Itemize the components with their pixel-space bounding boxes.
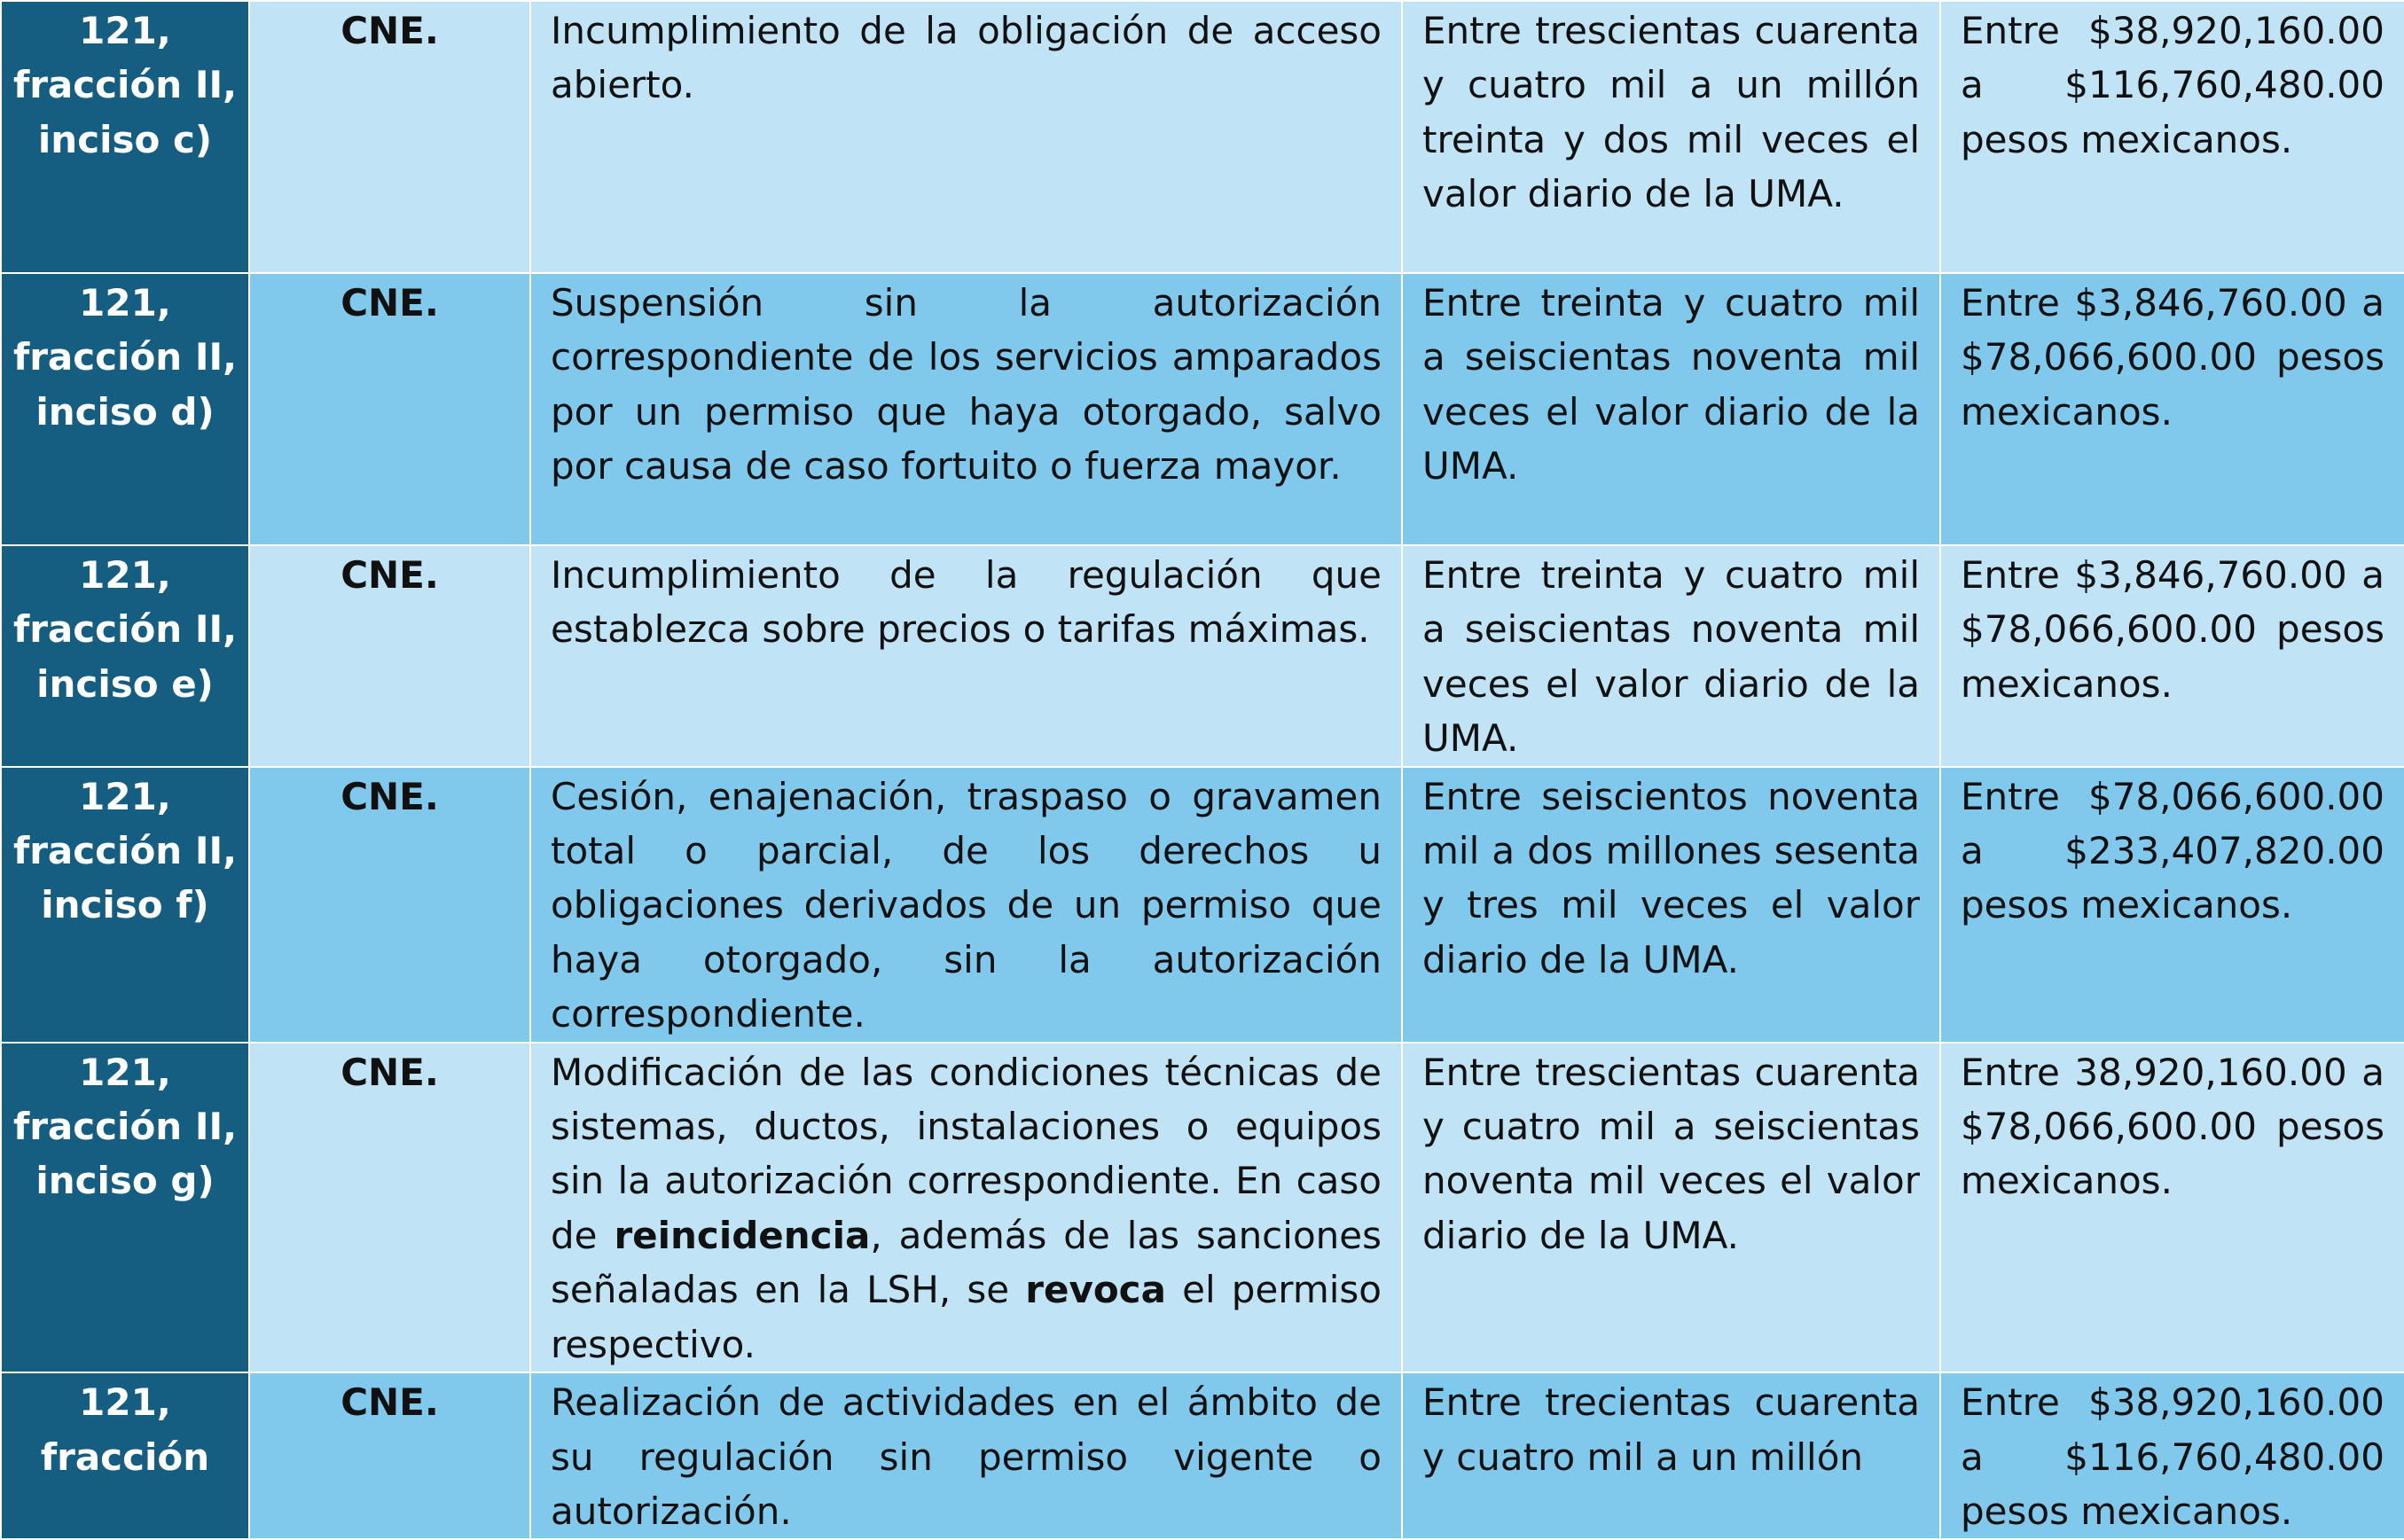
conduct-cell: Cesión, enajenación, traspaso o gravamen total o parcial, de los derechos u obligaciones derivados de un permiso que haya otorgado, sin la autorización correspondiente. xyxy=(530,767,1402,1043)
table-row xyxy=(1,1,2404,273)
article-cell: 121, fracción xyxy=(1,1372,249,1539)
table-row xyxy=(1,273,2404,545)
authority-cell: CNE. xyxy=(249,273,530,545)
authority-cell: CNE. xyxy=(249,1,530,273)
conduct-cell: Suspensión sin la autorización correspondiente de los servicios amparados por un permiso que haya otorgado, salvo por causa de caso fortuito o fuerza mayor. xyxy=(530,273,1402,545)
uma-range-cell: Entre trescientas cuarenta y cuatro mil a un millón treinta y dos mil veces el valor diario de la UMA. xyxy=(1402,1,1940,273)
amount-cell: Entre $3,846,760.00 a $78,066,600.00 pesos mexicanos. xyxy=(1940,273,2404,545)
conduct-cell xyxy=(530,1043,1402,1372)
amount-cell: Entre $38,920,160.00 a $116,760,480.00 pesos mexicanos. xyxy=(1940,1,2404,273)
amount-cell: Entre 38,920,160.00 a $78,066,600.00 pesos mexicanos. xyxy=(1940,1043,2404,1372)
table-row xyxy=(1,545,2404,767)
authority-cell: CNE. xyxy=(249,1372,530,1539)
reincidencia-emphasis: reincidencia xyxy=(614,1213,871,1257)
table-row xyxy=(1,767,2404,1043)
article-cell: 121, fracción II, inciso g) xyxy=(1,1043,249,1372)
conduct-cell: Incumplimiento de la obligación de acceso abierto. xyxy=(530,1,1402,273)
conduct-cell: Incumplimiento de la regulación que establezca sobre precios o tarifas máximas. xyxy=(530,545,1402,767)
authority-cell: CNE. xyxy=(249,767,530,1043)
table-row xyxy=(1,1372,2404,1539)
revoca-emphasis: revoca xyxy=(1025,1268,1166,1312)
uma-range-cell: Entre trecientas cuarenta y cuatro mil a un millón xyxy=(1402,1372,1940,1539)
table-row xyxy=(1,1043,2404,1372)
authority-cell: CNE. xyxy=(249,1043,530,1372)
uma-range-cell: Entre seiscientos noventa mil a dos millones sesenta y tres mil veces el valor diario de la UMA. xyxy=(1402,767,1940,1043)
uma-range-cell: Entre treinta y cuatro mil a seiscientas noventa mil veces el valor diario de la UMA. xyxy=(1402,545,1940,767)
article-cell: 121, fracción II, inciso c) xyxy=(1,1,249,273)
amount-cell: Entre $78,066,600.00 a $233,407,820.00 pesos mexicanos. xyxy=(1940,767,2404,1043)
article-cell: 121, fracción II, inciso e) xyxy=(1,545,249,767)
uma-range-cell: Entre trescientas cuarenta y cuatro mil a seiscientas noventa mil veces el valor diario de la UMA. xyxy=(1402,1043,1940,1372)
article-cell: 121, fracción II, inciso f) xyxy=(1,767,249,1043)
conduct-cell: Realización de actividades en el ámbito de su regulación sin permiso vigente o autorización. xyxy=(530,1372,1402,1539)
authority-cell: CNE. xyxy=(249,545,530,767)
article-cell: 121, fracción II, inciso d) xyxy=(1,273,249,545)
conduct-text: el permiso respectivo. xyxy=(551,1268,1382,1366)
amount-cell: Entre $38,920,160.00 a $116,760,480.00 pesos mexicanos. xyxy=(1940,1372,2404,1539)
conduct-text: , además de las sanciones señaladas en la LSH, se xyxy=(551,1213,1382,1312)
uma-range-cell: Entre treinta y cuatro mil a seiscientas noventa mil veces el valor diario de la UMA. xyxy=(1402,273,1940,545)
conduct-text: Modificación de las condiciones técnicas de sistemas, ductos, instalaciones o equipos sin la autorización correspondiente. En caso de xyxy=(551,1050,1382,1257)
amount-cell: Entre $3,846,760.00 a $78,066,600.00 pesos mexicanos. xyxy=(1940,545,2404,767)
